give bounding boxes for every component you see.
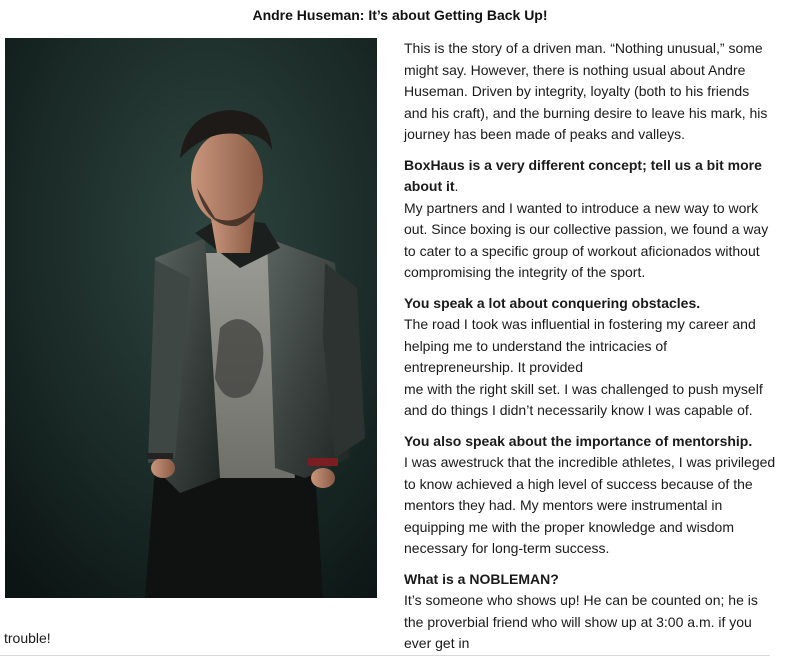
portrait-photo [5,38,377,598]
article-title: Andre Huseman: It’s about Getting Back Up! [252,7,548,23]
qa-block [404,569,776,655]
question-text: BoxHaus is a very different concept; tell us a bit more about it [404,156,762,194]
answer-text: It’s someone who shows up! He can be counted on; he is the proverbial friend who will show up at 3:00 a.m. if you ever get in [404,592,758,651]
qa-block [404,155,776,284]
question-suffix: . [454,178,459,194]
answer-text: The road I took was influential in fostering my career and helping me to understand the intricacies of entrepreneurship. It provided [404,316,756,375]
question-heading: What is a NOBLEMAN? [404,570,559,587]
divider [0,655,770,656]
answer-continuation: trouble! [4,630,51,646]
answer-text: I was awestruck that the incredible athletes, I was privileged to know achieved a high level of success because of the mentors they had. My mentors were instrumental in equipping me with the proper knowledge and wisdom necessary for long-term success. [404,454,776,556]
answer-text: me with the right skill set. I was challenged to push myself and do things I didn’t necessarily know I was capable of. [404,380,763,418]
article-body [404,38,776,664]
answer-text: My partners and I wanted to introduce a new way to work out. Since boxing is our collective passion, we found a way to cater to a specific group of workout aficionados without compromising the integrity of the sport. [404,199,769,280]
question-heading: You speak a lot about conquering obstacles. [404,294,701,311]
question-heading: You also speak about the importance of mentorship. [404,432,753,449]
question-heading [404,155,776,198]
qa-block [404,431,776,560]
intro-paragraph: This is the story of a driven man. “Nothing unusual,” some might say. However, there is nothing usual about Andre Huseman. Driven by integrity, loyalty (both to his friends and his craft), and the burning desire to leave his mark, his journey has been made of peaks and valleys. [404,40,768,142]
qa-block [404,293,776,422]
